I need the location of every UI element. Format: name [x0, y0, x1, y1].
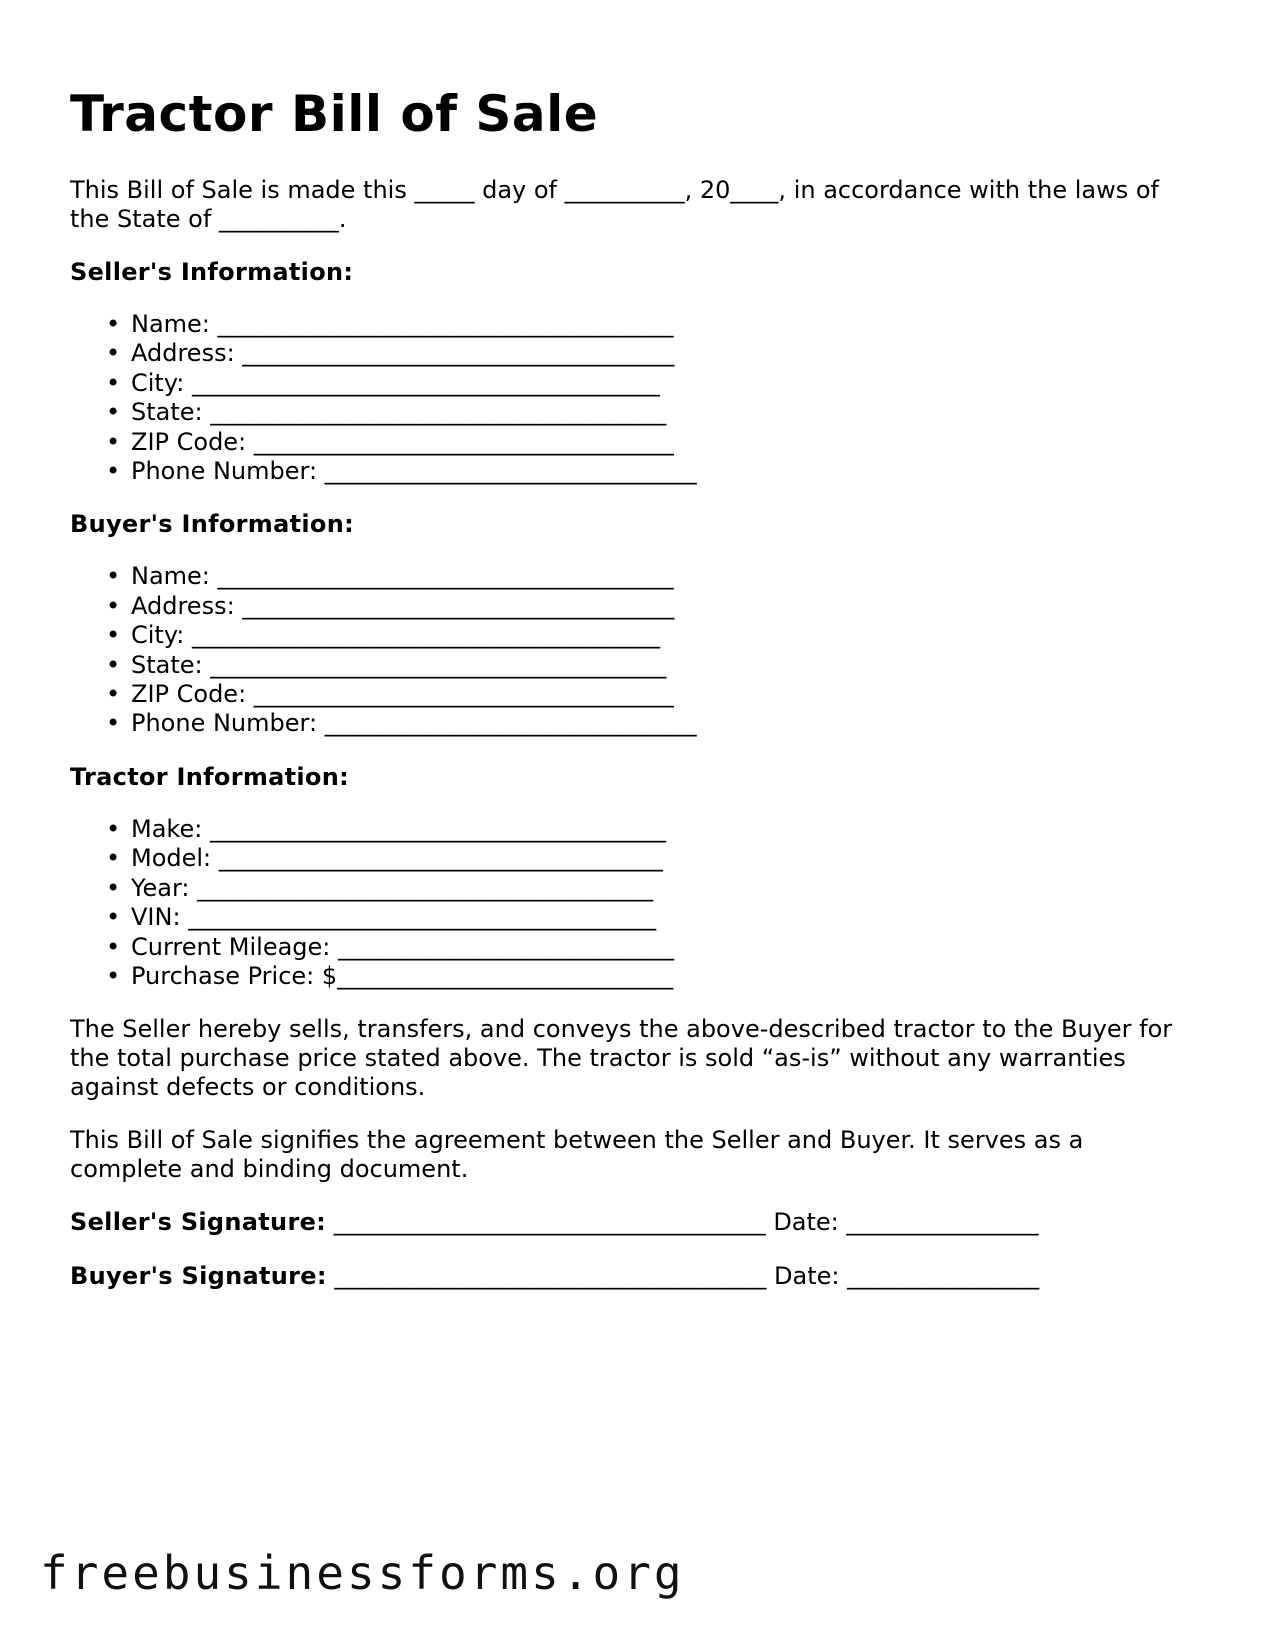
footer-brand: freebusinessforms.org [40, 1546, 685, 1600]
tractor-model-field[interactable]: • Model: _____________________________________ [106, 844, 663, 873]
buyer-city-field[interactable]: • City: _______________________________________ [106, 621, 661, 650]
buyer-phone-field[interactable]: • Phone Number: _______________________________ [106, 709, 697, 738]
tractor-mileage-field[interactable]: • Current Mileage: ____________________________ [106, 932, 674, 961]
tractor-vin-field[interactable]: • VIN: _______________________________________ [106, 903, 657, 932]
document-page [70, 84, 1200, 1316]
buyer-name-field[interactable]: • Name: ______________________________________ [106, 562, 674, 591]
buyer-signature-label: Buyer's Signature: [70, 1262, 327, 1291]
seller-phone-field[interactable]: • Phone Number: _______________________________ [106, 457, 697, 486]
tractor-fields [70, 815, 1200, 991]
tractor-heading: Tractor Information: [70, 762, 349, 791]
transfer-paragraph: The Seller hereby sells, transfers, and conveys the above-described tractor to the Buyer for the total purchase price stated above. The tractor is sold “as-is” without any warranties against defects or conditions. [70, 1015, 1173, 1102]
buyer-signature-blank[interactable]: ____________________________________ Date: ________________ [326, 1262, 1040, 1291]
tractor-price-field[interactable]: • Purchase Price: $____________________________ [106, 961, 674, 990]
seller-signature-line[interactable] [70, 1208, 1200, 1237]
tractor-year-field[interactable]: • Year: ______________________________________ [106, 873, 654, 902]
buyer-signature-line[interactable] [70, 1262, 1200, 1291]
seller-signature-label: Seller's Signature: [70, 1208, 327, 1237]
buyer-state-field[interactable]: • State: ______________________________________ [106, 650, 667, 679]
seller-state-field[interactable]: • State: ______________________________________ [106, 398, 667, 427]
buyer-address-field[interactable]: • Address: ____________________________________ [106, 591, 675, 620]
seller-signature-blank[interactable]: ____________________________________ Date: ________________ [326, 1208, 1039, 1237]
tractor-make-field[interactable]: • Make: ______________________________________ [106, 814, 666, 843]
document-title: Tractor Bill of Sale [70, 85, 599, 143]
seller-zip-field[interactable]: • ZIP Code: ___________________________________ [106, 427, 674, 456]
seller-city-field[interactable]: • City: _______________________________________ [106, 368, 661, 397]
buyer-zip-field[interactable]: • ZIP Code: ___________________________________ [106, 680, 674, 709]
seller-heading: Seller's Information: [70, 258, 354, 286]
seller-fields [70, 310, 1200, 486]
seller-name-field[interactable]: • Name: ______________________________________ [106, 310, 674, 338]
seller-address-field[interactable]: • Address: ____________________________________ [106, 339, 675, 368]
buyer-fields [70, 562, 1200, 738]
intro-paragraph: This Bill of Sale is made this _____ day of __________, 20____, in accordance with the laws of the State of __________. [70, 176, 1159, 233]
agreement-paragraph: This Bill of Sale signifies the agreement between the Seller and Buyer. It serves as a complete and binding document. [70, 1126, 1084, 1184]
buyer-heading: Buyer's Information: [70, 510, 354, 539]
